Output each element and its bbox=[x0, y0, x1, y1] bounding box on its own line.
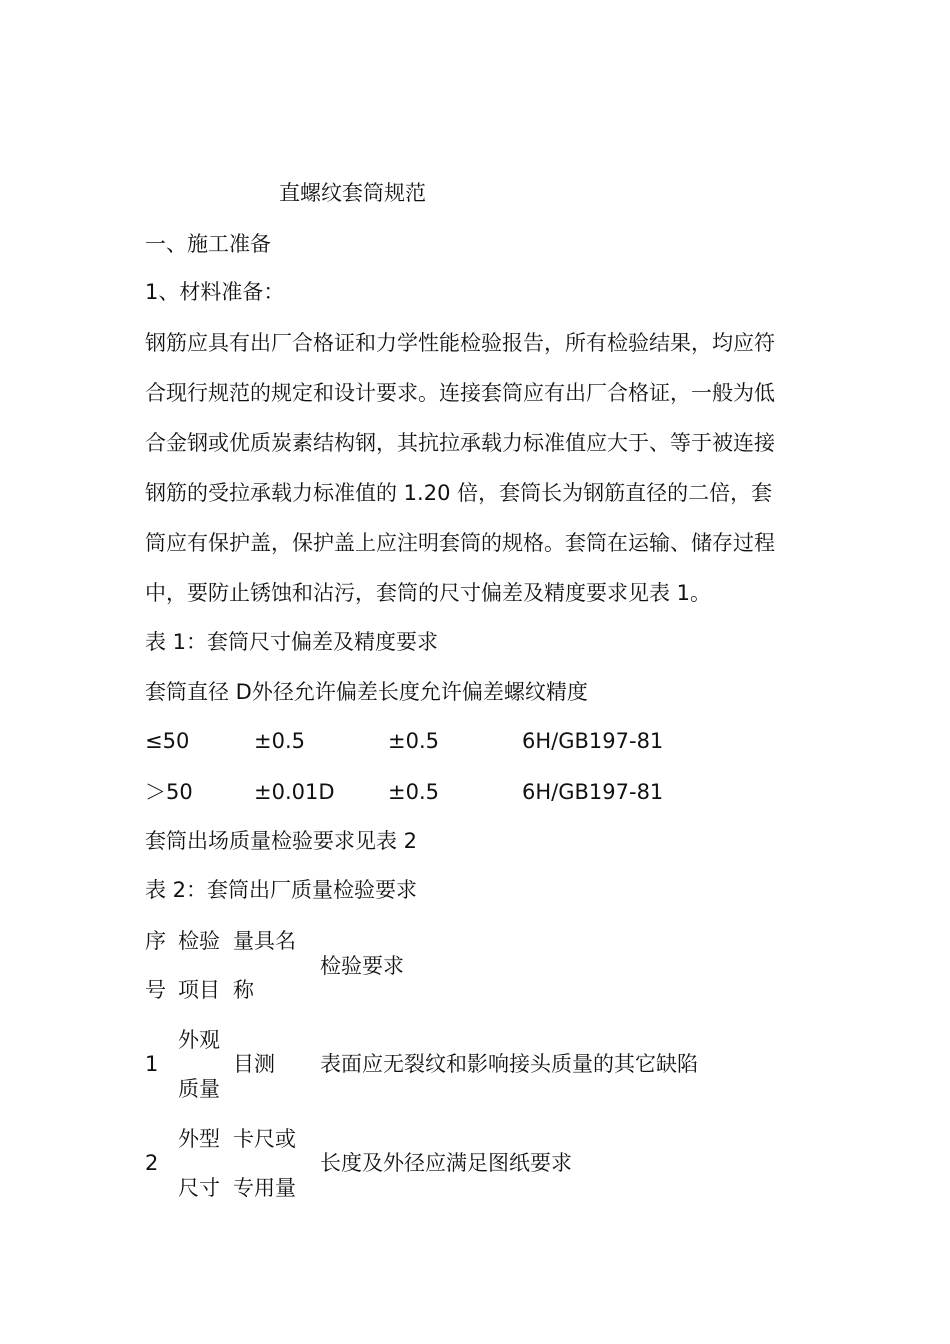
paragraph-line: 合现行规范的规定和设计要求。连接套筒应有出厂合格证，一般为低 bbox=[145, 381, 775, 405]
table1-cell: ±0.5 bbox=[254, 729, 305, 753]
page-title: 直螺纹套筒规范 bbox=[279, 181, 426, 205]
table1-header: 套筒直径 D外径允许偏差长度允许偏差螺纹精度 bbox=[145, 680, 588, 704]
table1-cell: ±0.5 bbox=[388, 780, 439, 804]
table1-cell: ＞50 bbox=[145, 780, 193, 804]
table2-row-item: 质量 bbox=[178, 1077, 220, 1101]
table2-row-tool: 专用量 bbox=[233, 1176, 296, 1200]
paragraph-line: 中，要防止锈蚀和沾污，套筒的尺寸偏差及精度要求见表 1。 bbox=[145, 581, 712, 605]
table2-row-item: 外观 bbox=[178, 1028, 220, 1052]
table2-row-tool: 目测 bbox=[233, 1052, 275, 1076]
paragraph-line: 钢筋应具有出厂合格证和力学性能检验报告，所有检验结果，均应符 bbox=[145, 331, 775, 355]
section-heading: 一、施工准备 bbox=[145, 232, 271, 256]
table2-caption: 表 2：套筒出厂质量检验要求 bbox=[145, 878, 418, 902]
table1-caption: 表 1：套筒尺寸偏差及精度要求 bbox=[145, 630, 439, 654]
table2-row-seq: 2 bbox=[145, 1151, 159, 1175]
paragraph-line: 筒应有保护盖，保护盖上应注明套筒的规格。套筒在运输、储存过程 bbox=[145, 531, 775, 555]
table1-cell: 6H/GB197-81 bbox=[522, 780, 664, 804]
table2-row-item: 外型 bbox=[178, 1127, 220, 1151]
table2-reference-note: 套筒出场质量检验要求见表 2 bbox=[145, 829, 418, 853]
table2-row-tool: 卡尺或 bbox=[233, 1127, 296, 1151]
table2-row-req: 表面应无裂纹和影响接头质量的其它缺陷 bbox=[320, 1052, 698, 1076]
table1-cell: 6H/GB197-81 bbox=[522, 729, 664, 753]
table1-cell: ≤50 bbox=[145, 729, 190, 753]
table2-header-tool: 量具名 bbox=[233, 929, 296, 953]
table2-row-seq: 1 bbox=[145, 1052, 159, 1076]
paragraph-line: 钢筋的受拉承载力标准值的 1.20 倍，套筒长为钢筋直径的二倍，套 bbox=[145, 481, 773, 505]
table1-cell: ±0.01D bbox=[254, 780, 335, 804]
table2-header-item: 检验 bbox=[178, 929, 220, 953]
subsection-heading: 1、材料准备： bbox=[145, 280, 285, 304]
table1-cell: ±0.5 bbox=[388, 729, 439, 753]
table2-header-req: 检验要求 bbox=[320, 954, 404, 978]
table2-row-item: 尺寸 bbox=[178, 1176, 220, 1200]
paragraph-line: 合金钢或优质炭素结构钢，其抗拉承载力标准值应大于、等于被连接 bbox=[145, 431, 775, 455]
table2-header-seq: 号 bbox=[145, 978, 166, 1002]
table2-header-seq: 序 bbox=[145, 929, 166, 953]
table2-row-req: 长度及外径应满足图纸要求 bbox=[320, 1151, 572, 1175]
table2-header-tool: 称 bbox=[233, 978, 254, 1002]
table2-header-item: 项目 bbox=[178, 978, 220, 1002]
